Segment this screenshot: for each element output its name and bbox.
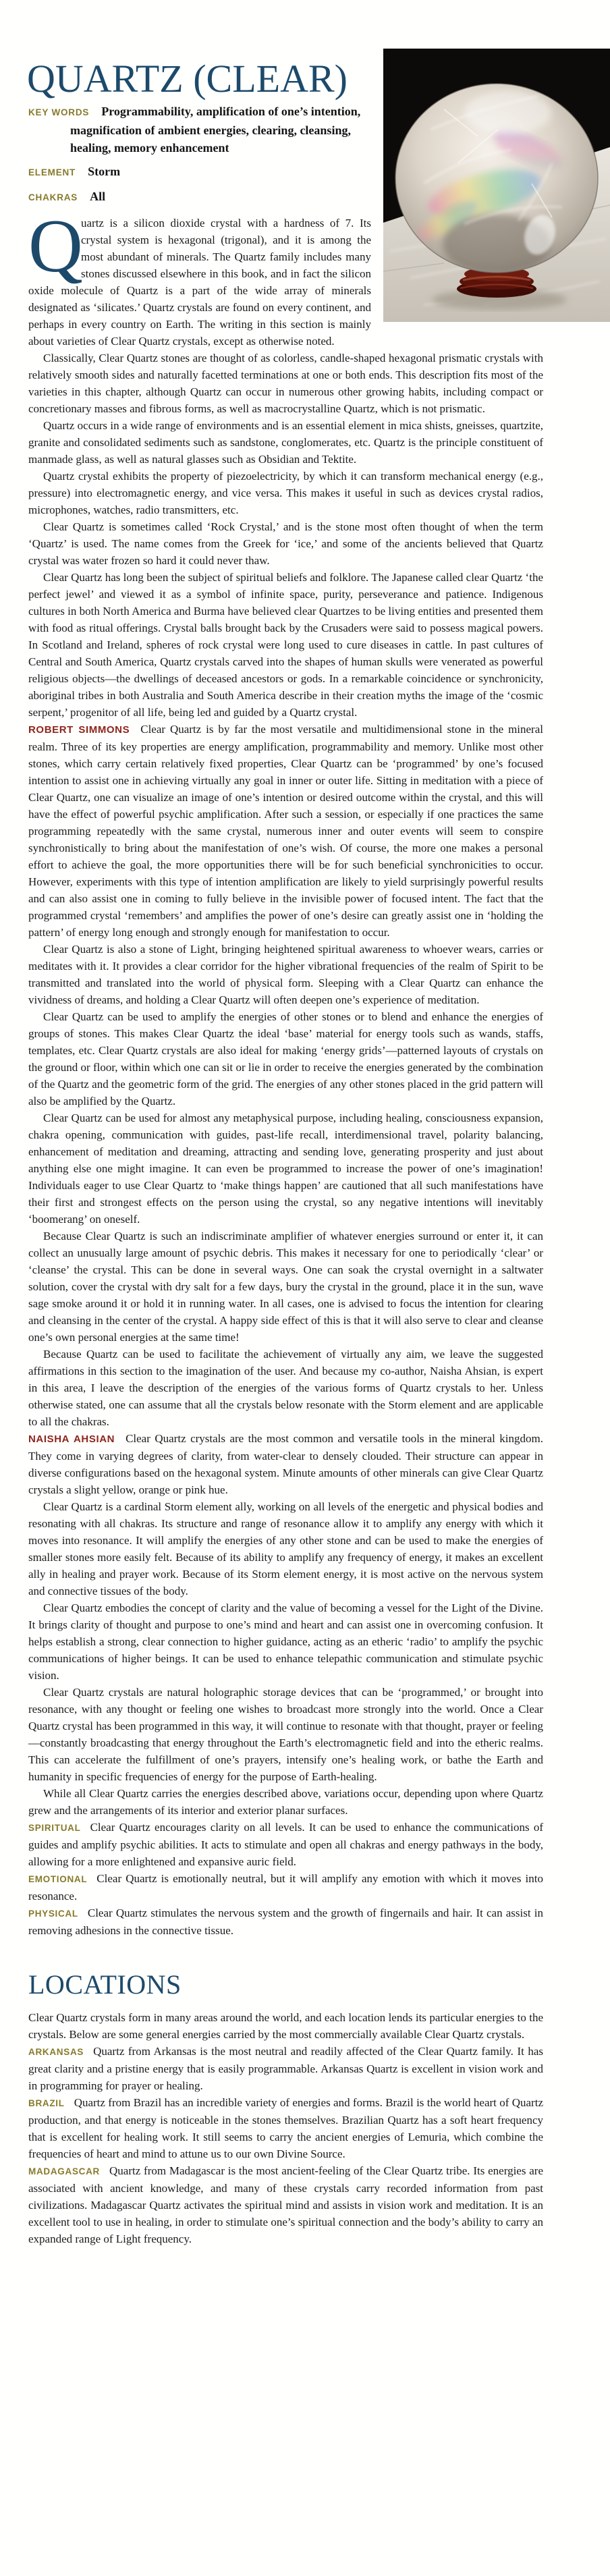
naisha-ahsian-paragraph-5: While all Clear Quartz carries the energies described above, variations occur, depending upon where Quartz grew and the arrangements of its interior and exterior planar surfaces. — [28, 1787, 543, 1817]
naisha-ahsian-paragraph-1 — [28, 1430, 543, 1498]
physical-label: PHYSICAL — [28, 1909, 78, 1919]
robert-simmons-paragraph-5: Because Clear Quartz is such an indiscriminate amplifier of whatever energies surround or enter it, it can collect an unusually large amount of psychic debris. This makes it necessary for one to periodically ‘clear’ or ‘cleanse’ the crystal. This can be done in several ways. One can soak the crystal overnight in a saltwater solution, cover the crystal with dry salt for a few days, bury the crystal in the ground, place it in the sun, wave sage smoke around it or hold it in running water. In all cases, one is advised to focus the intention for clearing and cleansing in the center of the crystal. A happy side effect of this is that it will also serve to clear and cleanse one’s own personal energies at the same time! — [28, 1230, 543, 1344]
photo-wrap-spacer — [371, 215, 543, 331]
locations-intro: Clear Quartz crystals form in many areas around the world, and each location lends its particular energies to the crystals. Below are some general energies carried by the most commercially available Clear Quartz crystals. — [28, 2011, 543, 2041]
spiritual-label: SPIRITUAL — [28, 1823, 81, 1833]
element-label: ELEMENT — [28, 167, 76, 177]
brazil-label: BRAZIL — [28, 2098, 65, 2108]
madagascar-paragraph — [28, 2162, 543, 2247]
intro-paragraph-1-text: uartz is a silicon dioxide crystal with a hardness of 7. Its crystal system is hexagonal (trigonal), and it is among the most abundant of minerals. The Quartz family includes many stones discussed elsewhere in this book, and in fact the silicon oxide molecule of Quartz is a part of the wide array of minerals designated as ‘silicates.’ Quartz crystals are found on every continent, and perhaps in every country on Earth. The writing in this section is mainly about varieties of Clear Quartz crystals, except as otherwise noted. — [28, 217, 371, 348]
robert-simmons-label: ROBERT SIMMONS — [28, 724, 130, 736]
madagascar-label: MADAGASCAR — [28, 2166, 100, 2176]
arkansas-paragraph — [28, 2043, 543, 2094]
physical-paragraph — [28, 1904, 543, 1939]
robert-simmons-paragraph-4: Clear Quartz can be used for almost any metaphysical purpose, including healing, consciousness expansion, chakra opening, communication with guides, past-life recall, interdimensional travel, polarity balancing, enhancement of meditation and dreaming, attracting and sending love, generating prosperity and just about anything else one might imagine. It can even be programmed to increase the power of one’s imagination! Individuals eager to use Clear Quartz to ‘make things happen’ are cautioned that all such manifestations have their first and strongest effects on the person using the crystal, so any negative intentions will inevitably ‘boomerang’ on oneself. — [28, 1112, 543, 1226]
chakras-row — [28, 188, 366, 207]
element-value: Storm — [88, 165, 121, 178]
naisha-ahsian-paragraph-4: Clear Quartz crystals are natural holographic storage devices that can be ‘programmed,’ or brought into resonance, with any thought or feeling one wishes to broadcast more strongly into the world. Once a Clear Quartz crystal has been programmed in this way, it will continue to resonate with that thought, prayer or feeling—constantly broadcasting that energy throughout the Earth’s electromagnetic field and into the etheric realms. This can accelerate the fulfillment of one’s prayers, intensify one’s healing work, or bathe the Earth and humanity in specific frequencies of energy for the purpose of Earth-healing. — [28, 1686, 543, 1783]
intro-paragraph-6: Clear Quartz has long been the subject of spiritual beliefs and folklore. The Japanese called clear Quartz ‘the perfect jewel’ and viewed it as a symbol of infinite space, purity, perseverance and patience. Indigenous cultures in both North America and Burma have believed clear Quartzes to be living entities and presented them with food as ritual offerings. Crystal balls brought back by the Crusaders were said to possess magical powers. In Scotland and Ireland, spheres of rock crystal were long used to cure diseases in cattle. In past cultures of Central and South America, Quartz crystals carved into the shapes of human skulls were venerated as powerful religious objects—the dwellings of deceased ancestors or gods. In a remarkable coincidence or synchronicity, aboriginal tribes in both Australia and South America describe in their creation myths the image of the ‘cosmic serpent,’ progenitor of all life, being led and guided by a Quartz crystal. — [28, 571, 543, 719]
naisha-ahsian-paragraph-3: Clear Quartz embodies the concept of clarity and the value of becoming a vessel for the Light of the Divine. It brings clarity of thought and purpose to one’s mind and heart and can assist one in overcoming confusion. It helps establish a strong, clear connection to higher guidance, acting as an etheric ‘radio’ to amplify the psychic communications of higher beings. It can be used to enhance telepathic communication and stimulate psychic vision. — [28, 1601, 543, 1682]
naisha-ahsian-paragraph-1-text: Clear Quartz crystals are the most common and versatile tools in the mineral kingdom. They come in varying degrees of clarity, from water-clear to densely clouded. Their structure can appear in diverse configurations based on the hexagonal system. Minute amounts of other minerals can give Clear Quartz crystals a slight yellow, orange or pink hue. — [28, 1432, 543, 1496]
arkansas-text: Quartz from Arkansas is the most neutral and readily affected of the Clear Quartz family. It has great clarity and a pristine energy that is easily programmable. Arkansas Quartz is excellent in vision work and in programming for prayer or healing. — [28, 2045, 543, 2092]
madagascar-text: Quartz from Madagascar is the most ancient-feeling of the Clear Quartz tribe. Its energies are associated with ancient knowledge, and many of these crystals carry recorded information from past civilizations. Madagascar Quartz activates the spiritual mind and assists in vision work and meditation. It is an excellent tool to use in healing, in order to stimulate one’s spiritual connection and the body’s ability to carry an expanded range of Light frequency. — [28, 2164, 543, 2245]
robert-simmons-paragraph-3: Clear Quartz can be used to amplify the energies of other stones or to blend and enhance the energies of groups of stones. This makes Clear Quartz the ideal ‘base’ material for energy tools such as wands, staffs, templates, etc. Clear Quartz crystals are also ideal for making ‘energy grids’—patterned layouts of crystals on the ground or floor, within which one can sit or lie in order to receive the energies generated by the combination of the Quartz and the geometric form of the grid. The energies of any other stones placed in the grid pattern will also be amplified by the Quartz. — [28, 1010, 543, 1107]
dropcap-q: Q — [28, 204, 83, 288]
naisha-ahsian-label: NAISHA AHSIAN — [28, 1433, 115, 1445]
emotional-paragraph — [28, 1870, 543, 1904]
element-row — [28, 163, 366, 182]
chakras-label: CHAKRAS — [28, 192, 78, 202]
robert-simmons-paragraph-1-text: Clear Quartz is by far the most versatile and multidimensional stone in the mineral realm. Three of its key properties are energy amplification, programmability and memory. Unlike most other stones, which carry certain relatively fixed properties, Clear Quartz can be ‘programmed’ by one’s focused intention to assist one in achieving virtually any goal in inner or outer life. Sitting in meditation with a piece of Clear Quartz, one can visualize an image of one’s intention or desired outcome within the crystal, and this will have the effect of powerful psychic amplification. After such a session, or especially if one practices the same programming repeatedly with the same crystal, numerous inner and outer events will seem to conspire synchronistically to bring about the manifestation of one’s wish. Of course, the more one makes a personal effort to achieve the goal, the more opportunities there will be for such beneficial synchronicities to occur. However, experiments with this type of intention amplification are likely to yield surprisingly powerful results and can also assist one in coming to fully believe in the invisible power of focused intent. The fact that the programmed crystal ‘remembers’ and amplifies the power of one’s desire can greatly assist one in ‘holding the pattern’ of energy long enough and strongly enough for manifestation to occur. — [28, 723, 543, 939]
chakras-value: All — [90, 190, 106, 203]
intro-paragraph-5: Clear Quartz is sometimes called ‘Rock Crystal,’ and is the stone most often thought of when the term ‘Quartz’ is used. The name comes from the Greek for ‘ice,’ and some of the ancients believed that Quartz crystal was water frozen so hard it could never thaw. — [28, 520, 543, 567]
intro-paragraph-4: Quartz crystal exhibits the property of piezoelectricity, by which it can transform mechanical energy (e.g., pressure) into electromagnetic energy, and vice versa. This makes it useful in such as devices crystal radios, microphones, watches, radio transmitters, etc. — [28, 470, 543, 516]
intro-paragraph-2: Classically, Clear Quartz stones are thought of as colorless, candle-shaped hexagonal prismatic crystals with relatively smooth sides and naturally facetted terminations at one or both ends. This description fits most of the varieties in this chapter, although Quartz can occur in numerous other growing habits, including compact or concretionary masses and fibrous forms, as well as macrocrystalline Quartz, which is not prismatic. — [28, 352, 543, 415]
naisha-ahsian-paragraph-2: Clear Quartz is a cardinal Storm element ally, working on all levels of the energetic and physical bodies and resonating with all chakras. Its structure and range of resonance allow it to amplify any energy with which it moves into resonance. It will amplify the energies of any other stone and can be used to make the energies of smaller stones more easily felt. Because of its ability to amplify any frequency of energy, it makes an excellent ally in healing and prayer work. Because of its Storm element energy, it is most active on the nervous system and connective tissues of the body. — [28, 1500, 543, 1597]
brazil-text: Quartz from Brazil has an incredible variety of energies and forms. Brazil is the world heart of Quartz production, and that energy is noticeable in the stones themselves. Brazilian Quartz has a soft heart frequency that is excellent for healing work. It still seems to carry the ancient energies of Lemuria, which combine the frequencies of heart and mind to attune us to our own Divine Source. — [28, 2096, 543, 2160]
key-words-row — [28, 103, 366, 157]
brazil-paragraph — [28, 2094, 543, 2162]
emotional-text: Clear Quartz is emotionally neutral, but it will amplify any emotion with which it moves into resonance. — [28, 1872, 543, 1902]
page-title: QUARTZ (CLEAR) — [27, 56, 348, 101]
article-body — [0, 204, 610, 2247]
robert-simmons-paragraph-6: Because Quartz can be used to facilitate the achievement of virtually any aim, we leave the suggested affirmations in this section to the imagination of the user. And because my co-author, Naisha Ahsian, is expert in this area, I leave the description of the energies of the various forms of Quartz crystals to her. Unless otherwise stated, one can assume that all the crystals below resonate with the Storm element and are applicable to all the chakras. — [28, 1348, 543, 1428]
emotional-label: EMOTIONAL — [28, 1874, 88, 1884]
spiritual-text: Clear Quartz encourages clarity on all levels. It can be used to enhance the communications of guides and amplify psychic abilities. It acts to stimulate and open all chakras and energy pathways in the body, allowing for a more enlightened and expansive auric field. — [28, 1821, 543, 1868]
key-words-label: KEY WORDS — [28, 107, 90, 117]
arkansas-label: ARKANSAS — [28, 2047, 84, 2057]
key-words-value: Programmability, amplification of one’s intention, magnification of ambient energies, clearing, cleansing, healing, memory enhancement — [70, 105, 361, 155]
spiritual-paragraph — [28, 1819, 543, 1870]
robert-simmons-paragraph-1 — [28, 721, 543, 941]
mineral-infobox — [28, 103, 366, 213]
robert-simmons-paragraph-2: Clear Quartz is also a stone of Light, bringing heightened spiritual awareness to whoever wears, carries or meditates with it. It provides a clear corridor for the higher vibrational frequencies of the realm of Spirit to be transmitted and translated into the world of physical form. Sleeping with a Clear Quartz can enhance the vividness of dreams, and holding a Clear Quartz will often deepen one’s experience of meditation. — [28, 943, 543, 1006]
intro-paragraph-3: Quartz occurs in a wide range of environments and is an essential element in mica shists, gneisses, quartzite, granite and consolidated sediments such as sandstone, conglomerates, etc. Quartz is the principle constituent of manmade glass, as well as natural glasses such as Obsidian and Tektite. — [28, 419, 543, 466]
locations-heading: LOCATIONS — [28, 1969, 182, 2000]
physical-text: Clear Quartz stimulates the nervous system and the growth of fingernails and hair. It can assist in removing adhesions in the connective tissue. — [28, 1907, 543, 1937]
